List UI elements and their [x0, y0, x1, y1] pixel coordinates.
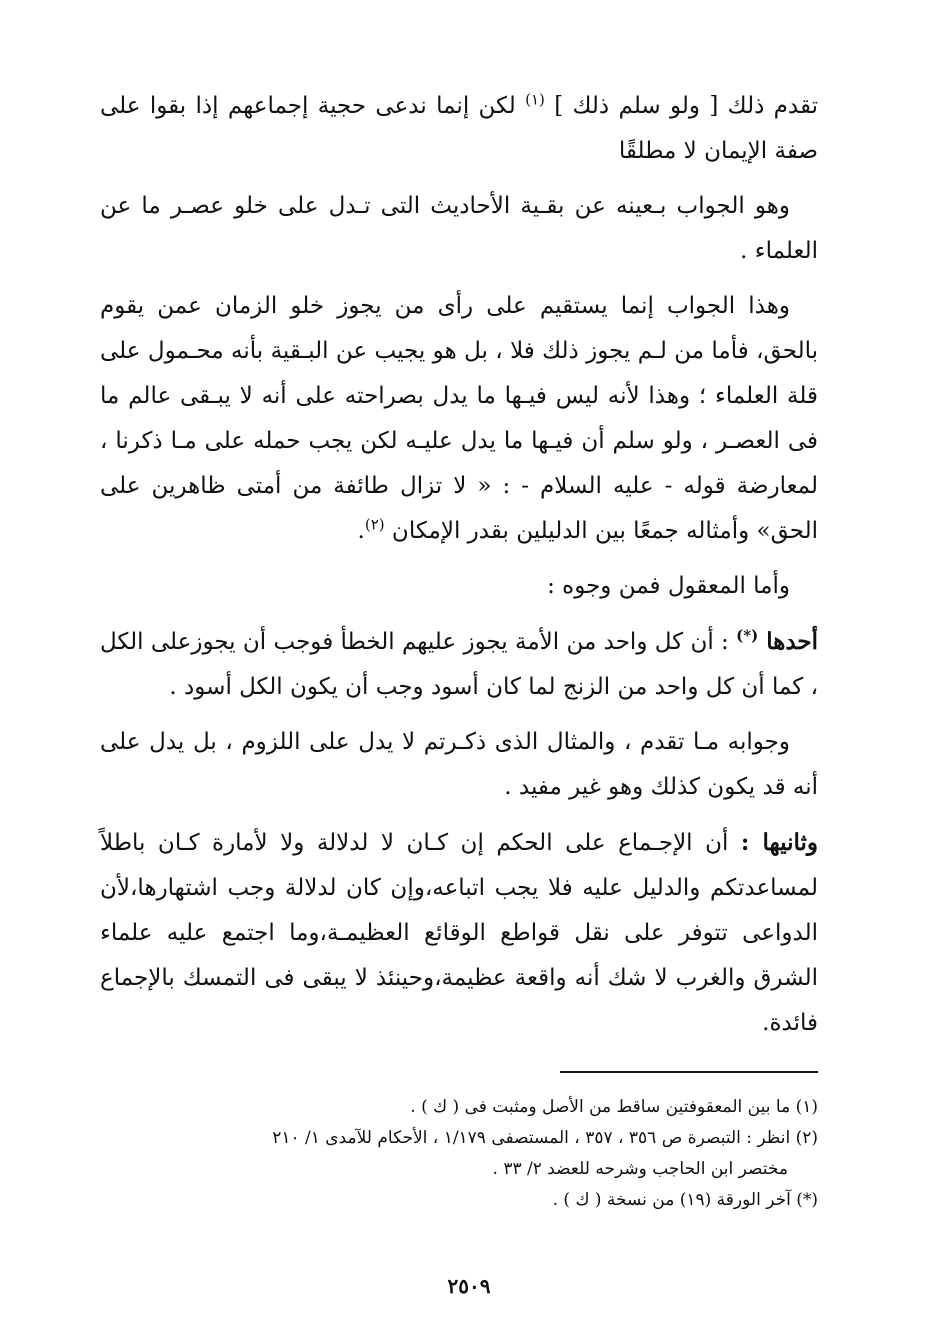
- paragraph-3-part-a: وهذا الجواب إنما يستقيم على رأى من يجوز خلو الزمان عمن يقوم بالحق، فأما من لـم يجوز ذلك فلا ، بل هو يجيب عن البـقية بأنه محـمول على قلة العلماء ؛ وهذا لأنه ليس فيـها ما يدل بصراحته على أنه لا يبـقى عالم ما فى العصـر ، ولو سلم أن فيـها ما يدل عليـه لكن يجب حمله على مـا ذكرنا ، لمعارضة قوله - عليه السلام - : « لا تزال طائفة من أمتى ظاهرين على الحق» وأمثاله جمعًا بين الدليلين بقدر الإمكان: [100, 293, 818, 544]
- footnote-2: (٢) انظر : التبصرة ص ٣٥٦ ، ٣٥٧ ، المستصفى ١/١٧٩ ، الأحكام للآمدى ١/ ٢١٠: [272, 1128, 818, 1148]
- paragraph-7-rest: أن الإجـماع على الحكم إن كـان لا لدلالة ولا لأمارة كـان باطلاً لمساعدتكم والدليل عليه فلا يجب اتباعه،وإن كان لدلالة وجب اشتهارها،لأن الدواعى تتوفر على نقل قواطع الوقائع العظيمـة،وما اجتمع عليه علماء الشرق والغرب لا شك أنه واقعة عظيمة،وحينئذ لا يبقى فى التمسك بالإجماع فائدة.: [100, 830, 818, 1036]
- paragraph-3: [100, 284, 818, 554]
- paragraph-1: [100, 84, 818, 174]
- footnotes: [100, 1092, 818, 1216]
- footnote-ref-star: (*): [736, 626, 759, 645]
- paragraph-1-part-a: تقدم ذلك [ ولو سلم ذلك ]: [544, 93, 819, 119]
- footnote-3: (*) آخر الورقة (١٩) من نسخة ( ك ) .: [552, 1190, 818, 1210]
- paragraph-4: وأما المعقول فمن وجوه :: [547, 573, 790, 599]
- paragraph-6: وجوابه مـا تقدم ، والمثال الذى ذكـرتم لا يدل على اللزوم ، بل يدل على أنه قد يكون كذلك وهو غير مفيد .: [100, 729, 818, 800]
- paragraph-2: وهو الجواب بـعينه عن بقـية الأحاديث التى تـدل على خلو عصـر ما عن العلماء .: [100, 193, 818, 264]
- paragraph-3-part-b: .: [357, 518, 365, 544]
- paragraph-7-lead: وثانيها :: [740, 829, 819, 856]
- page-number: ٢٥٠٩: [447, 1274, 491, 1298]
- footnote-separator: [560, 1071, 818, 1073]
- main-text: [100, 84, 818, 1046]
- footnote-ref-2: (٢): [364, 515, 385, 534]
- paragraph-5-rest: : أن كل واحد من الأمة يجوز عليهم الخطأ فوجب أن يجوزعلى الكل ، كما أن كل واحد من الزنج لما كان أسود وجب أن يكون الكل أسود .: [100, 629, 818, 700]
- paragraph-5: [100, 619, 818, 710]
- footnote-1: (١) ما بين المعقوفتين ساقط من الأصل ومثبت فى ( ك ) .: [410, 1097, 818, 1117]
- paragraph-5-lead: أحدها: [758, 628, 819, 655]
- paragraph-1-part-b: لكن إنما ندعى حجية إجماعهم إذا بقوا على صفة الإيمان لا مطلقًا: [100, 93, 818, 164]
- paragraph-7: [100, 820, 818, 1046]
- footnote-2-continuation: مختصر ابن الحاجب وشرحه للعضد ٢/ ٣٣ .: [492, 1159, 788, 1179]
- footnote-ref-1: (١): [525, 90, 545, 109]
